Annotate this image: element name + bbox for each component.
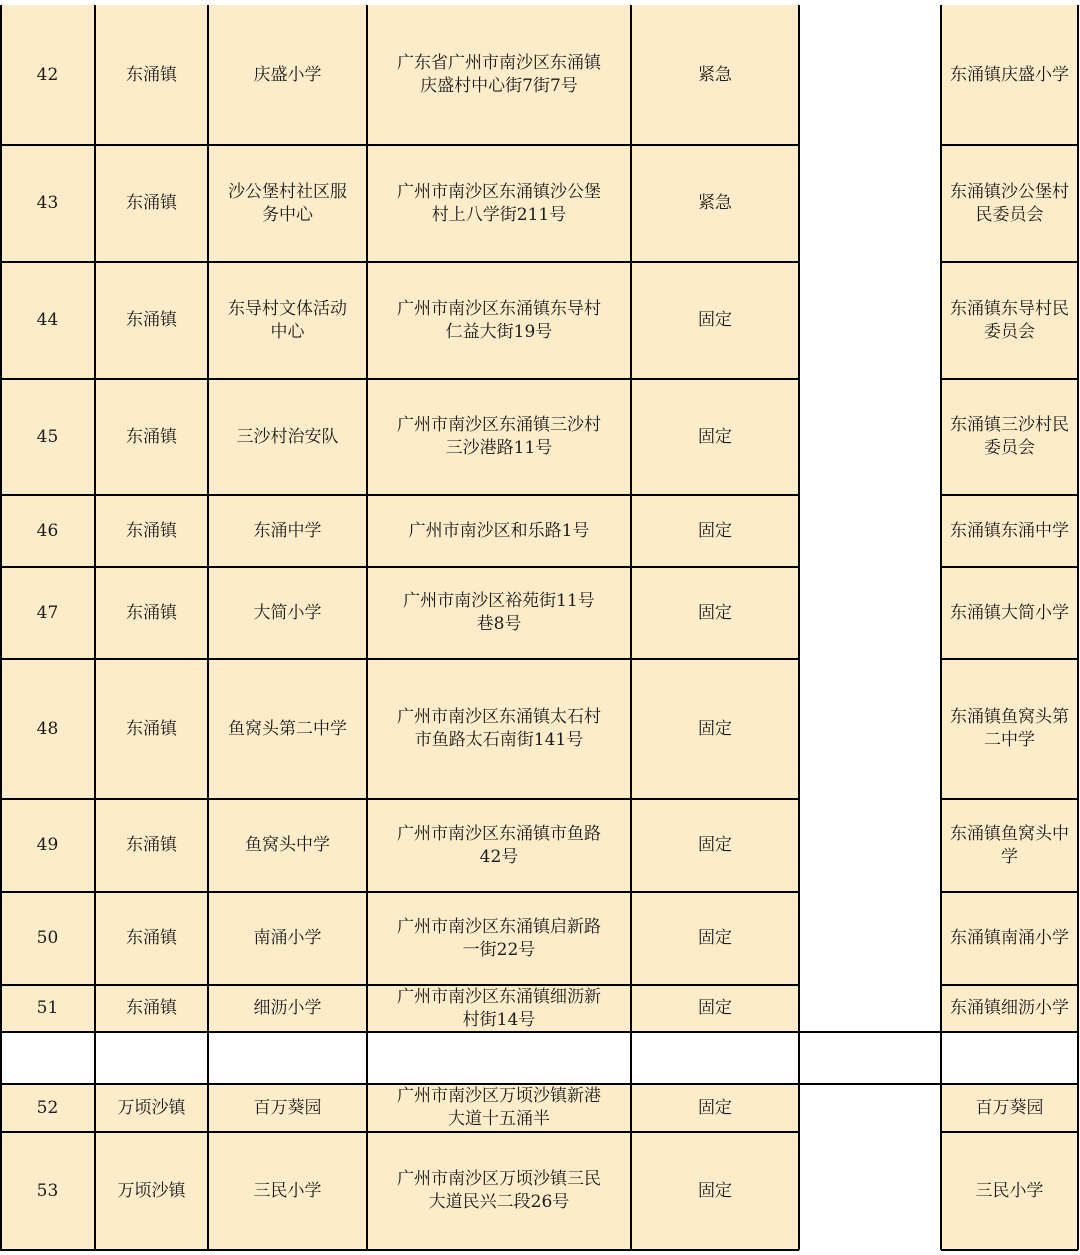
cell-text: 51 [36,998,59,1018]
grid-hline [941,658,1078,660]
table-cell-unit [941,985,1078,1032]
grid-hline [0,144,799,146]
cell-text: 42 [36,64,59,85]
table-cell-address [367,985,631,1032]
table-cell-site [208,892,367,985]
cell-text: 东涌镇 [126,426,177,447]
cell-text: 东涌镇 [126,998,177,1018]
cell-text: 东涌镇 [126,928,177,948]
table-cell-town [95,1032,208,1084]
grid-hline [941,378,1078,380]
cell-text: 东导村文体活动 中心 [228,298,347,342]
cell-text: 百万葵园 [253,1097,322,1118]
cell-text: 东涌镇 [126,835,177,855]
table-cell-address [367,379,631,495]
table-cell-address [367,799,631,892]
table-cell-type [631,567,799,659]
cell-text: 广州市南沙区东涌镇市鱼路 42号 [397,823,601,867]
grid-hline [0,261,799,263]
cell-text: 固定 [698,928,732,948]
table-cell-unit [941,495,1078,567]
grid-hline [941,1249,1078,1251]
table-cell-type [631,799,799,892]
cell-text: 大简小学 [253,602,322,623]
table-cell-type [631,892,799,985]
table-cell-address [367,1032,631,1084]
cell-text: 52 [36,1097,59,1118]
cell-text: 东涌镇东导村民 委员会 [950,298,1069,342]
cell-text: 万顷沙镇 [117,1180,186,1201]
cell-text: 三民小学 [253,1180,322,1201]
table-cell-site [208,495,367,567]
cell-text: 广州市南沙区东涌镇三沙村 三沙港路11号 [397,415,601,458]
table-cell-address [367,567,631,659]
cell-text: 43 [36,193,59,213]
cell-text: 东涌镇 [126,718,177,739]
cell-text: 固定 [698,426,732,447]
table-cell-address [367,1132,631,1250]
grid-hline [0,984,799,986]
cell-text: 广州市南沙区万顷沙镇三民 大道民兴二段26号 [397,1169,601,1212]
cell-text: 广州市南沙区万顷沙镇新港 大道十五涌半 [397,1086,601,1129]
grid-vline [630,5,632,1250]
cell-text: 东涌镇 [126,520,177,541]
table-cell-no [0,799,95,892]
table-cell-unit [941,799,1078,892]
table-cell-address [367,892,631,985]
grid-hline [0,658,799,660]
cell-text: 东涌镇东涌中学 [950,520,1069,541]
table-cell-type [631,5,799,145]
grid-vline [1077,5,1079,1250]
cell-text: 固定 [698,1180,732,1201]
table-cell-address [367,5,631,145]
grid-hline [941,984,1078,986]
grid-hline [0,1083,1078,1085]
table-cell-no [0,379,95,495]
cell-text: 鱼窝头第二中学 [228,718,347,739]
table-cell-unit [941,1084,1078,1132]
table-cell-site [208,262,367,379]
cell-text: 固定 [698,998,732,1018]
table-cell-unit [941,659,1078,799]
grid-hline [0,378,799,380]
cell-text: 固定 [698,310,732,330]
grid-hline [941,798,1078,800]
cell-text: 固定 [698,520,732,541]
cell-text: 东涌镇 [126,193,177,213]
table-cell-type [631,379,799,495]
cell-text: 47 [36,602,59,623]
table-cell-address [367,262,631,379]
cell-text: 东涌镇沙公堡村 民委员会 [950,181,1069,225]
table-cell-site [208,379,367,495]
table-cell-site [208,5,367,145]
table-cell-no [0,145,95,262]
table-cell-site [208,985,367,1032]
table-cell-type [631,1084,799,1132]
table-cell-site [208,145,367,262]
cell-text: 广州市南沙区裕苑街11号 巷8号 [403,591,595,634]
cell-text: 53 [36,1180,59,1201]
grid-vline [798,5,800,1250]
table-cell-town [95,262,208,379]
table-cell-town [95,985,208,1032]
cell-text: 固定 [698,1097,732,1118]
cell-text: 48 [36,718,59,739]
table-cell-town [95,379,208,495]
cell-text: 南涌小学 [253,928,322,948]
table-cell-town [95,5,208,145]
cell-text: 紧急 [698,193,732,213]
grid-hline [0,1249,799,1251]
table-cell-site [208,567,367,659]
cell-text: 东涌镇 [126,602,177,623]
table-cell-type [631,145,799,262]
cell-text: 东涌镇 [126,310,177,330]
grid-vline [0,5,2,1250]
table-cell-unit [941,379,1078,495]
table-cell-no [0,262,95,379]
grid-vline [207,5,209,1250]
table-cell-type [631,495,799,567]
grid-hline [0,798,799,800]
grid-hline [941,494,1078,496]
grid-hline [0,494,799,496]
cell-text: 固定 [698,835,732,855]
cell-text: 三沙村治安队 [236,426,339,447]
grid-vline [94,5,96,1250]
table-cell-town [95,799,208,892]
grid-hline [941,261,1078,263]
table-cell-town [95,1132,208,1250]
cell-text: 固定 [698,718,732,739]
cell-text: 沙公堡村社区服 务中心 [228,181,347,225]
table-cell-no [0,495,95,567]
table-cell-no [0,659,95,799]
table-cell-unit [941,1132,1078,1250]
grid-hline [0,891,799,893]
table-cell-town [95,659,208,799]
cell-text: 东涌镇三沙村民 委员会 [950,415,1069,458]
table-cell-unit [941,145,1078,262]
cell-text: 东涌镇大简小学 [950,602,1069,623]
table-cell-town [95,892,208,985]
table-cell-town [95,145,208,262]
table-cell-type [631,659,799,799]
cell-text: 广东省广州市南沙区东涌镇 庆盛村中心街7街7号 [397,53,601,96]
table-cell-no [0,985,95,1032]
cell-text: 45 [36,426,59,447]
cell-text: 庆盛小学 [253,64,322,85]
table-cell-unit [941,892,1078,985]
table-cell-address [367,1084,631,1132]
table-cell-address [367,495,631,567]
table-cell-site [208,799,367,892]
cell-text: 东涌镇细沥小学 [950,998,1069,1018]
cell-text: 46 [36,520,59,541]
table-cell-site [208,659,367,799]
grid-hline [941,144,1078,146]
cell-text: 细沥小学 [253,998,322,1018]
table-cell-unit [941,262,1078,379]
cell-text: 广州市南沙区东涌镇沙公堡 村上八学街211号 [397,181,601,225]
table-cell-no [0,892,95,985]
grid-hline [0,566,799,568]
cell-text: 百万葵园 [975,1097,1044,1118]
table-cell-no [0,1132,95,1250]
grid-hline [941,891,1078,893]
cell-text: 东涌镇鱼窝头第 二中学 [950,707,1069,750]
cell-text: 紧急 [698,64,732,85]
table-cell-unit [941,1032,1078,1084]
table-cell-no [0,1084,95,1132]
grid-vline [940,5,942,1250]
table-cell-type [631,1132,799,1250]
table-cell-unit [941,5,1078,145]
cell-text: 广州市南沙区和乐路1号 [408,520,590,541]
cell-text: 万顷沙镇 [117,1097,186,1118]
cell-text: 50 [36,928,59,948]
cell-text: 东涌中学 [253,520,322,541]
cell-text: 44 [36,310,59,330]
table-cell-no [0,567,95,659]
table-cell-address [367,659,631,799]
table-cell-type [631,1032,799,1084]
cell-text: 广州市南沙区东涌镇细沥新 村街14号 [397,986,601,1030]
cell-text: 固定 [698,602,732,623]
cell-text: 东涌镇南涌小学 [950,928,1069,948]
table-cell-site [208,1084,367,1132]
table-cell-town [95,495,208,567]
grid-vline [366,5,368,1250]
grid-hline [0,1031,1078,1033]
table-cell-no [0,5,95,145]
cell-text: 东涌镇庆盛小学 [950,64,1069,85]
table-cell-address [367,145,631,262]
table-cell-site [208,1132,367,1250]
cell-text: 东涌镇鱼窝头中 学 [950,823,1069,867]
cell-text: 49 [36,835,59,855]
cell-text: 东涌镇 [126,64,177,85]
table-cell-unit [941,567,1078,659]
table-cell-site [208,1032,367,1084]
cell-text: 广州市南沙区东涌镇东导村 仁益大街19号 [397,298,601,342]
cell-text: 广州市南沙区东涌镇太石村 市鱼路太石南街141号 [397,707,601,750]
table-cell-no [0,1032,95,1084]
table-cell-town [95,567,208,659]
grid-hline [941,566,1078,568]
table-cell-town [95,1084,208,1132]
table-cell-type [631,985,799,1032]
table-cell-type [631,262,799,379]
grid-hline [0,1131,799,1133]
cell-text: 三民小学 [975,1180,1044,1201]
grid-hline [941,1131,1078,1133]
cell-text: 广州市南沙区东涌镇启新路 一街22号 [397,916,601,960]
cell-text: 鱼窝头中学 [245,835,330,855]
